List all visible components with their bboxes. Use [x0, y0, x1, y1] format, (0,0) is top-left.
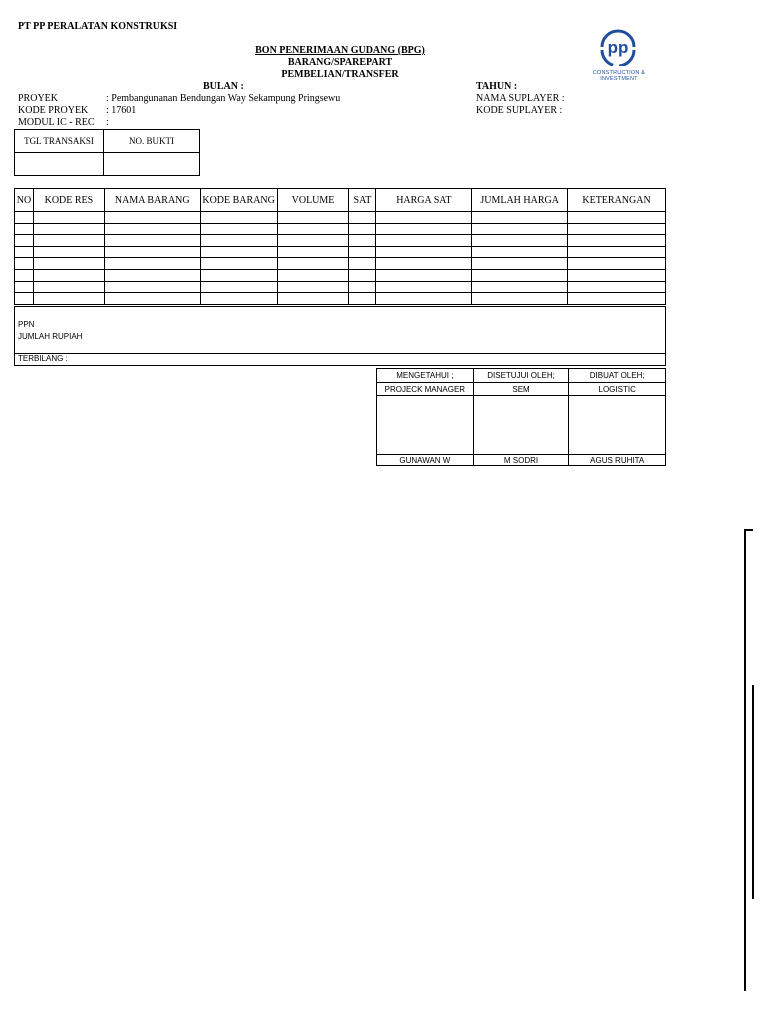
items-table [14, 188, 666, 305]
sign-heading-mengetahui: MENGETAHUI ; [377, 369, 474, 383]
table-row[interactable] [15, 235, 666, 247]
sign-heading-disetujui: DISETUJUI OLEH; [473, 369, 569, 383]
sign-space-logistic[interactable] [569, 396, 666, 455]
header-no: NO [15, 189, 34, 212]
page-edge-tick [744, 529, 753, 531]
sign-space-sem[interactable] [473, 396, 569, 455]
sign-name-sem: M SODRI [473, 455, 569, 466]
no-bukti-label: NO. BUKTI [104, 130, 200, 153]
header-keterangan: KETERANGAN [568, 189, 666, 212]
table-row[interactable] [15, 281, 666, 293]
page-edge-line [744, 529, 746, 991]
sign-name-pm: GUNAWAN W [377, 455, 474, 466]
table-row[interactable] [15, 223, 666, 235]
company-name: PT PP PERALATAN KONSTRUKSI [18, 21, 178, 32]
terbilang-box [14, 353, 666, 366]
sign-role-sem: SEM [473, 383, 569, 396]
header-kode-res: KODE RES [33, 189, 104, 212]
tgl-transaksi-label: TGL TRANSAKSI [15, 130, 104, 153]
kode-proyek-value: : 17601 [106, 105, 137, 116]
terbilang-label: TERBILANG : [18, 354, 68, 363]
table-row[interactable] [15, 246, 666, 258]
sign-role-pm: PROJECK MANAGER [377, 383, 474, 396]
header-jumlah-harga: JUMLAH HARGA [472, 189, 568, 212]
sign-name-logistic: AGUS RUHITA [569, 455, 666, 466]
header-kode-barang: KODE BARANG [200, 189, 277, 212]
document-subtitle-1: BARANG/SPAREPART [287, 57, 393, 68]
ppn-label: PPN [18, 320, 35, 329]
pp-logo [577, 28, 661, 80]
tgl-transaksi-value[interactable] [15, 153, 104, 176]
header-harga-sat: HARGA SAT [376, 189, 472, 212]
table-row[interactable] [15, 269, 666, 281]
table-row[interactable] [15, 258, 666, 270]
header-nama-barang: NAMA BARANG [104, 189, 200, 212]
kode-suplayer-label: KODE SUPLAYER : [476, 105, 563, 116]
jumlah-rupiah-label: JUMLAH RUPIAH [18, 332, 83, 341]
summary-box [14, 306, 666, 354]
document-title: BON PENERIMAAN GUDANG (BPG) [255, 45, 425, 56]
sign-heading-dibuat: DIBUAT OLEH; [569, 369, 666, 383]
page-edge-line-inner [752, 685, 754, 899]
sign-space-pm[interactable] [377, 396, 474, 455]
proyek-label: PROYEK [18, 93, 59, 104]
logo-mark: pp [607, 38, 629, 57]
transaksi-box [14, 129, 200, 176]
header-sat: SAT [349, 189, 376, 212]
modul-label: MODUL IC - REC [18, 117, 95, 128]
table-row[interactable] [15, 212, 666, 224]
bulan-label: BULAN : [203, 81, 244, 92]
signature-table [376, 368, 666, 466]
modul-value: : [106, 117, 109, 128]
table-row[interactable] [15, 293, 666, 305]
tahun-label: TAHUN : [476, 81, 518, 92]
kode-proyek-label: KODE PROYEK [18, 105, 89, 116]
proyek-value: : Pembangunanan Bendungan Way Sekampung Pringsewu [106, 93, 341, 104]
nama-suplayer-label: NAMA SUPLAYER : [476, 93, 565, 104]
no-bukti-value[interactable] [104, 153, 200, 176]
logo-tagline: CONSTRUCTION & INVESTMENT [592, 70, 646, 82]
table-header-row [15, 189, 666, 212]
header-volume: VOLUME [277, 189, 349, 212]
sign-role-logistic: LOGISTIC [569, 383, 666, 396]
document-subtitle-2: PEMBELIAN/TRANSFER [281, 69, 399, 80]
pp-logo-icon [596, 28, 640, 66]
